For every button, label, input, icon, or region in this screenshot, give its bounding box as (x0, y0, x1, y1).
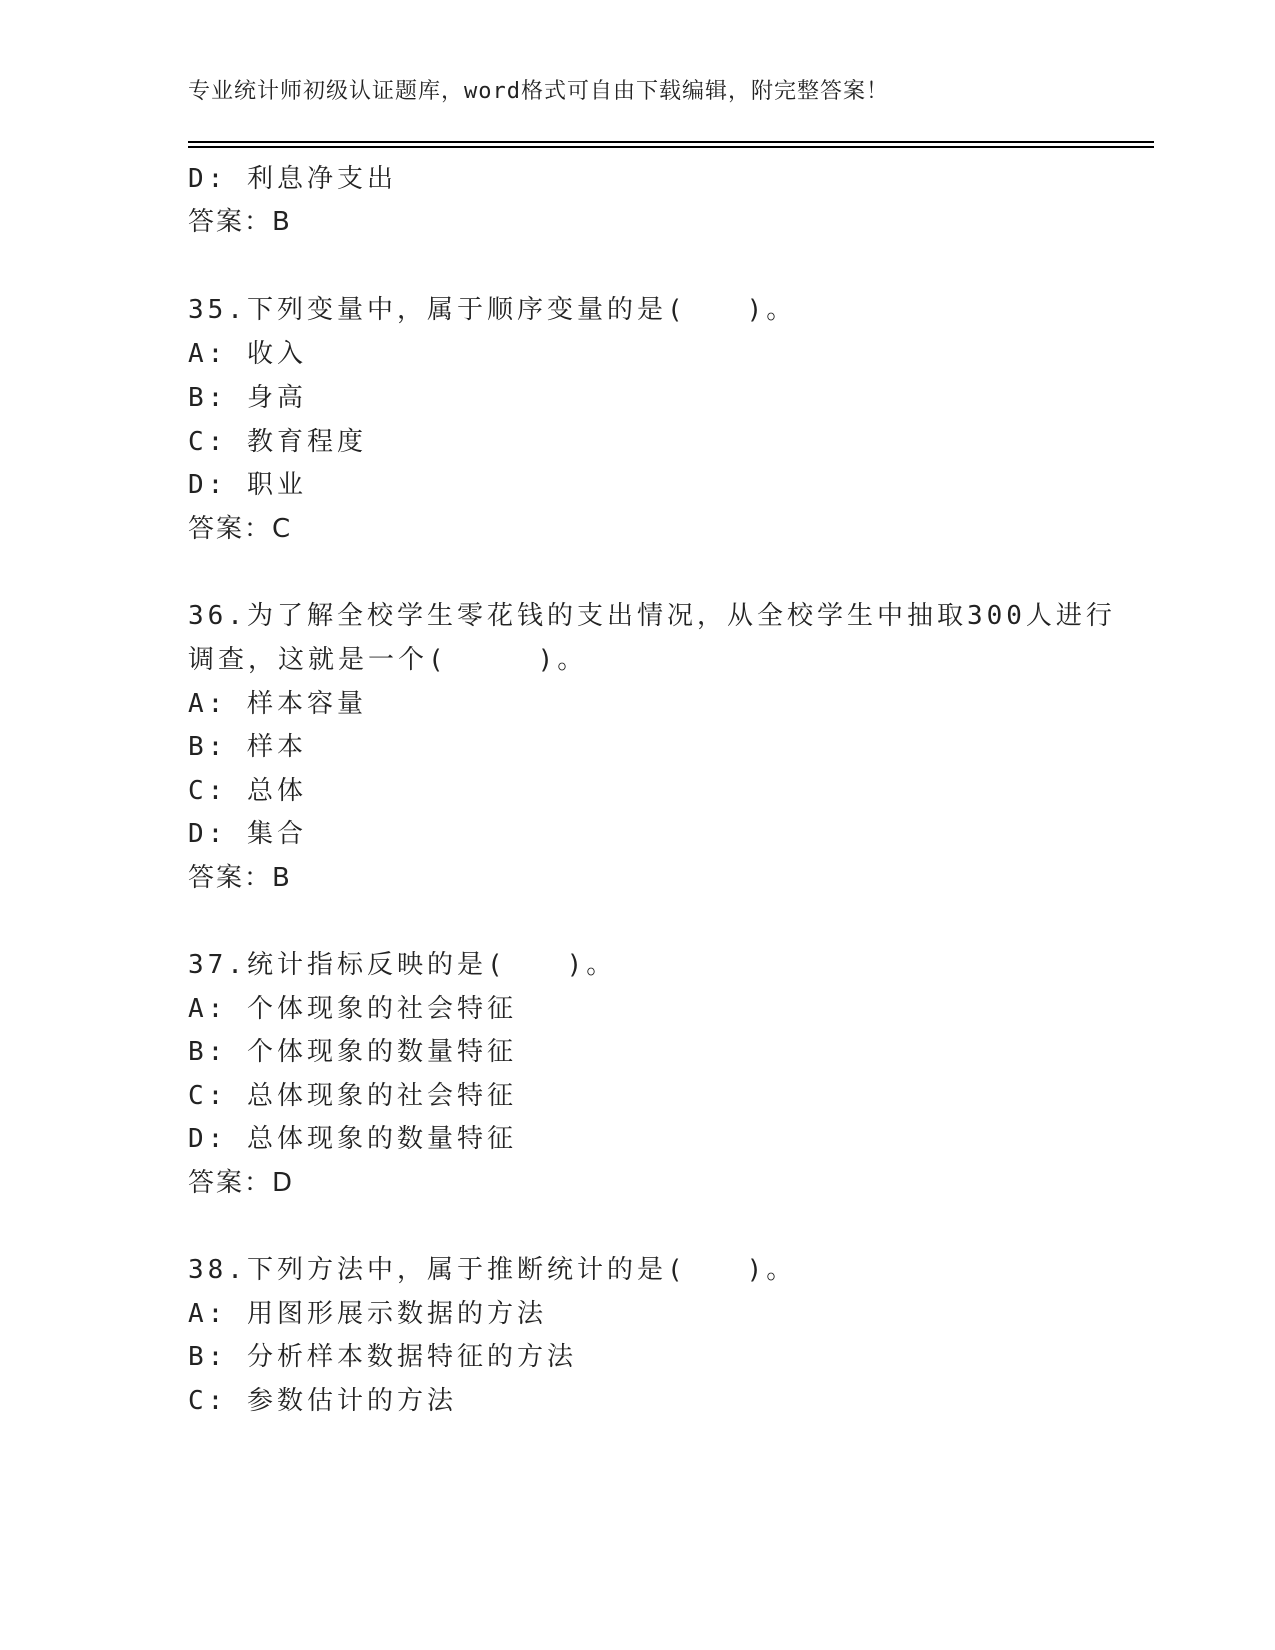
page-header: 专业统计师初级认证题库，word格式可自由下载编辑，附完整答案！ (188, 79, 889, 104)
q36-option-d: D: 集合 (188, 819, 307, 849)
q35-answer: 答案：C (188, 514, 293, 544)
q38-option-c: C: 参数估计的方法 (188, 1386, 457, 1416)
q37-option-d: D: 总体现象的数量特征 (188, 1124, 517, 1154)
q36-answer: 答案：B (188, 863, 292, 893)
q35-option-a: A: 收入 (188, 339, 307, 369)
header-rule-bottom (188, 146, 1154, 148)
q37-answer: 答案：D (188, 1168, 295, 1198)
q38-stem: 38.下列方法中，属于推断统计的是( )。 (188, 1255, 797, 1285)
q36-option-c: C: 总体 (188, 776, 307, 806)
q37-stem: 37.统计指标反映的是( )。 (188, 950, 617, 980)
prev-answer: 答案：B (188, 207, 292, 237)
q36-option-a: A: 样本容量 (188, 689, 367, 719)
q37-option-a: A: 个体现象的社会特征 (188, 994, 517, 1024)
q35-option-b: B: 身高 (188, 383, 307, 413)
q36-stem-line1: 36.为了解全校学生零花钱的支出情况，从全校学生中抽取300人进行 (188, 601, 1116, 631)
q35-option-c: C: 教育程度 (188, 427, 367, 457)
q37-option-b: B: 个体现象的数量特征 (188, 1037, 517, 1067)
q35-option-d: D: 职业 (188, 470, 307, 500)
q35-stem: 35.下列变量中，属于顺序变量的是( )。 (188, 295, 797, 325)
q38-option-a: A: 用图形展示数据的方法 (188, 1299, 547, 1329)
q36-option-b: B: 样本 (188, 732, 307, 762)
q38-option-b: B: 分析样本数据特征的方法 (188, 1342, 577, 1372)
prev-option-d: D: 利息净支出 (188, 164, 397, 194)
q37-option-c: C: 总体现象的社会特征 (188, 1081, 517, 1111)
q36-stem-line2: 调查，这就是一个( )。 (188, 645, 588, 675)
header-rule-top (188, 141, 1154, 143)
